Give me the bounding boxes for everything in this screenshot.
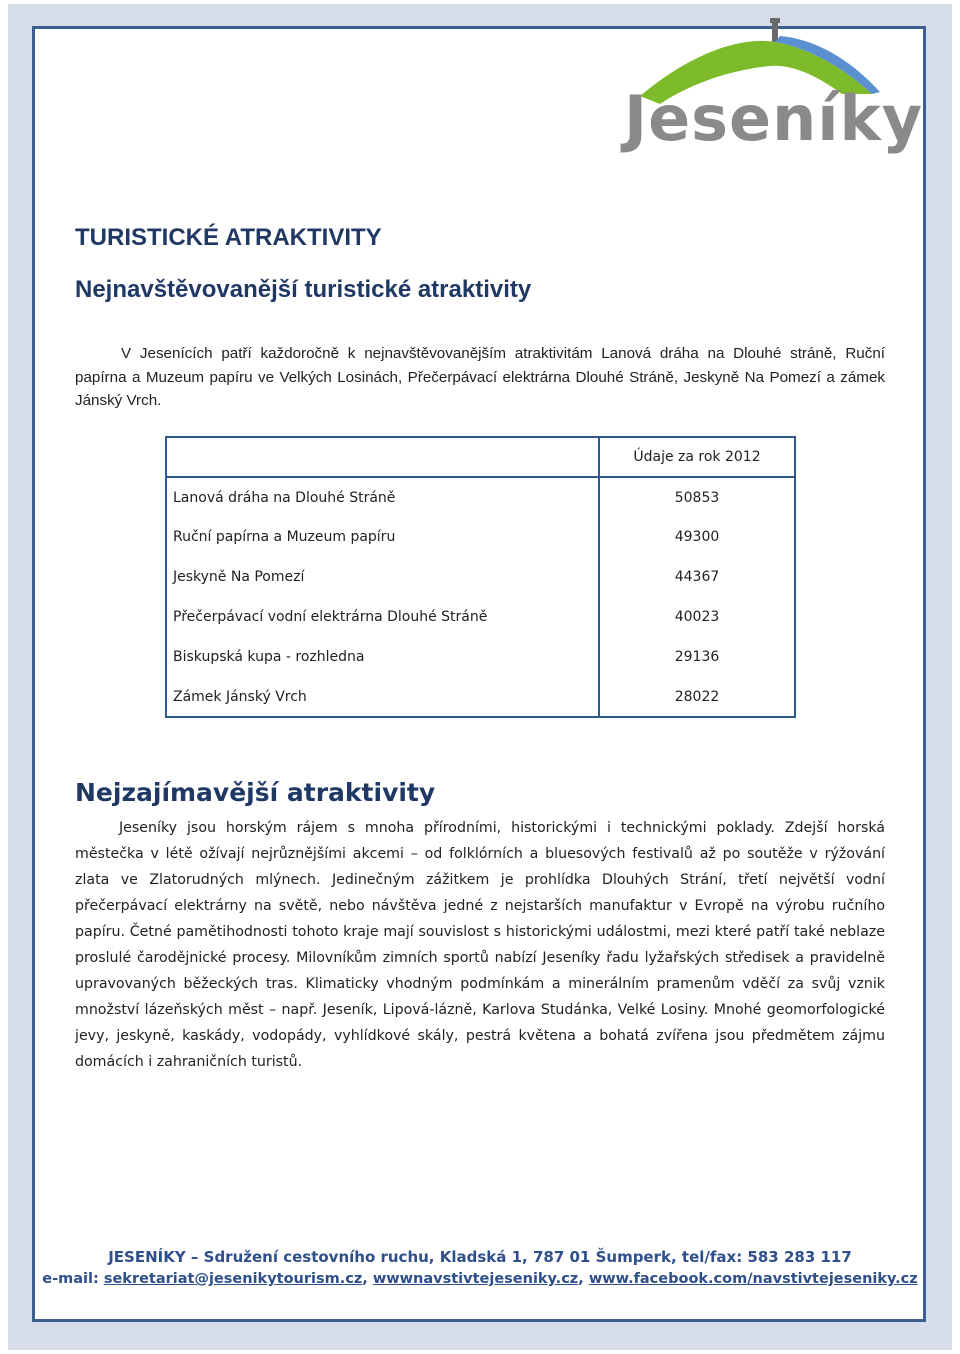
attraction-name: Lanová dráha na Dlouhé Stráně [166, 477, 599, 517]
table-header-row [166, 437, 795, 477]
attraction-name: Biskupská kupa - rozhledna [166, 637, 599, 677]
attraction-name: Zámek Jánský Vrch [166, 677, 599, 717]
table-row [166, 477, 795, 517]
table-row [166, 517, 795, 557]
footer-contacts [0, 1271, 960, 1287]
website-link[interactable]: wwwnavstivtejeseniky.cz [372, 1271, 579, 1287]
facebook-link[interactable]: www.facebook.com/navstivtejeseniky.cz [588, 1271, 918, 1287]
email-link[interactable]: sekretariat@jesenikytourism.cz [103, 1271, 363, 1287]
email-label: e-mail: [42, 1271, 99, 1287]
page-title: TURISTICKÉ ATRAKTIVITY [75, 224, 382, 251]
visitor-count: 44367 [599, 557, 795, 597]
logo-wordmark: Jeseníky [624, 82, 924, 155]
attraction-name: Ruční papírna a Muzeum papíru [166, 517, 599, 557]
visitor-count: 28022 [599, 677, 795, 717]
table-row [166, 677, 795, 717]
visitor-count: 40023 [599, 597, 795, 637]
footer-address: JESENÍKY – Sdružení cestovního ruchu, Kladská 1, 787 01 Šumperk, tel/fax: 583 283 117 [108, 1248, 852, 1266]
attraction-name: Jeskyně Na Pomezí [166, 557, 599, 597]
jeseniky-logo [610, 14, 924, 186]
table-header-cell: Údaje za rok 2012 [599, 437, 795, 477]
visitor-stats-table [165, 436, 796, 718]
visitor-count: 50853 [599, 477, 795, 517]
visitor-count: 29136 [599, 637, 795, 677]
separator: , [578, 1271, 584, 1287]
table-row [166, 557, 795, 597]
separator: , [362, 1271, 368, 1287]
section-heading: Nejzajímavější atraktivity [75, 778, 436, 807]
table-row [166, 597, 795, 637]
attraction-name: Přečerpávací vodní elektrárna Dlouhé Stráně [166, 597, 599, 637]
table-header-cell [166, 437, 599, 477]
visitor-count: 49300 [599, 517, 795, 557]
intro-paragraph: V Jesenících patří každoročně k nejnavštěvovanějším atraktivitám Lanová dráha na Dlouhé stráně, Ruční papírna a Muzeum papíru ve Velkých Losinách, Přečerpávací elektrárna Dlouhé Stráně, Jeskyně Na Pomezí a zámek Jánský Vrch. [75, 345, 885, 409]
section-paragraph: Jeseníky jsou horským rájem s mnoha přírodními, historickými i technickými poklady. Zdejší horská městečka v létě ožívají nejrůznějšími akcemi – od folklórních a bluesových festivalů až po soutěže v rýžování zlata ve Zlatorudných mlýnech. Jedinečným zážitkem je prohlídka Dlouhých Strání, třetí největší vodní přečerpávací elektrárny na světě, nebo návštěva jedné z nejstarších manufaktur v Evropě na výrobu ručního papíru. Četné pamětihodnosti tohoto kraje mají souvislost s historickými událostmi, mezi které patří také neblaze proslulé čarodějnické procesy. Milovníkům zimních sportů nabízí Jeseníky řadu lyžařských středisek a pravidelně upravovaných běžeckých tras. Klimaticky vhodným podmínkám a minerálním pramenům vděčí za svůj vznik množství lázeňských měst – např. Jeseník, Lipová-lázně, Karlova Studánka, Velké Losiny. Mnohé geomorfologické jevy, jeskyně, kaskády, vodopády, vyhlídkové skály, pestrá květena a bohatá zvířena jsou předmětem zájmu domácích i zahraničních turistů. [75, 820, 885, 1070]
page-subtitle: Nejnavštěvovanější turistické atraktivity [75, 276, 532, 303]
table-row [166, 637, 795, 677]
